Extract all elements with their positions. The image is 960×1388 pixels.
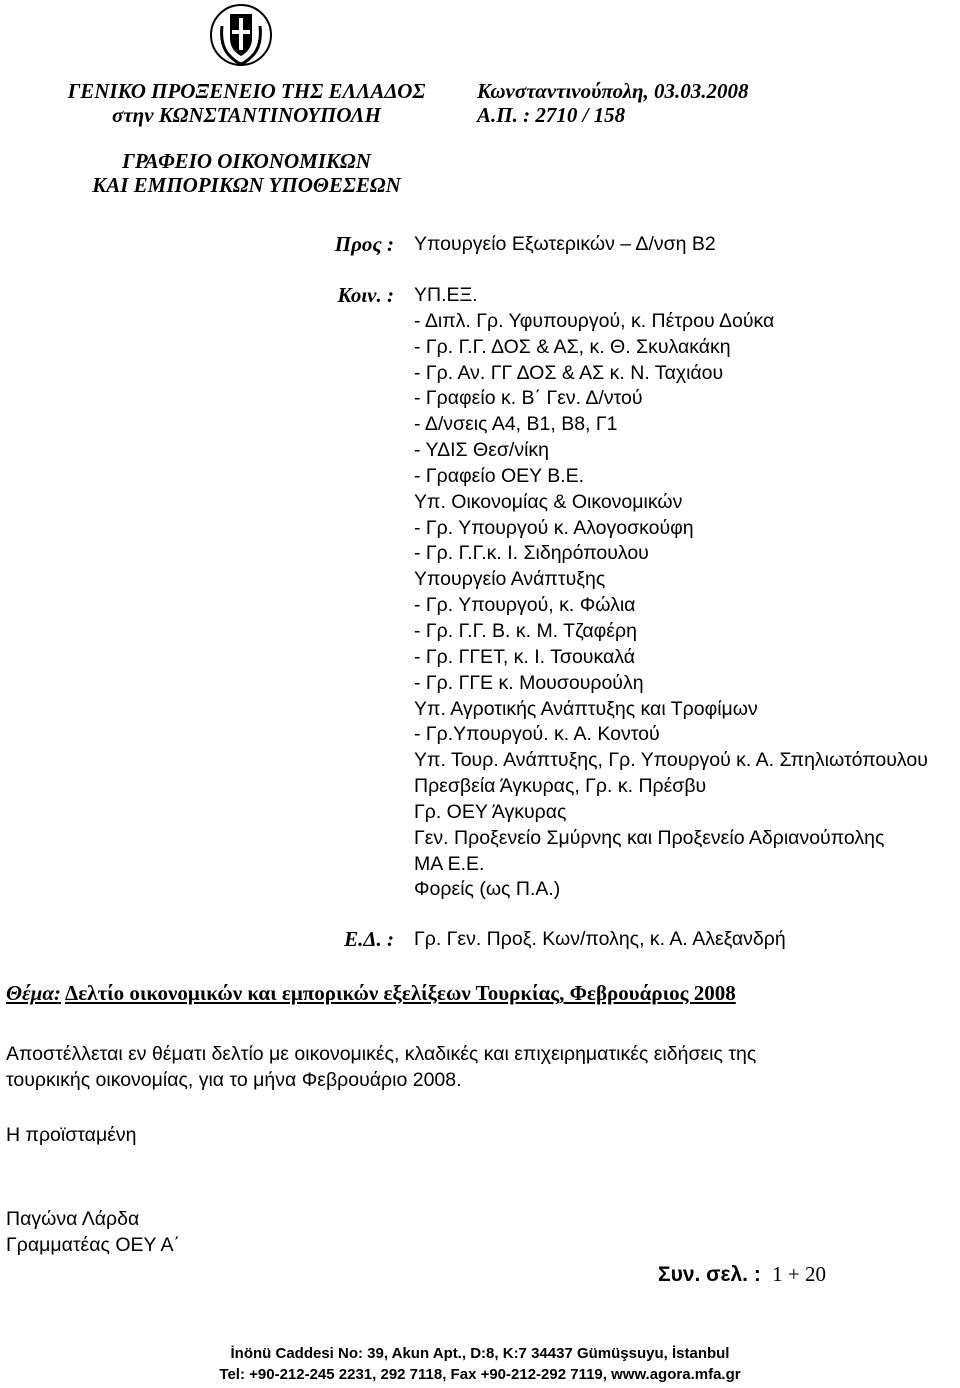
footer-contact: Tel: +90-212-245 2231, 292 7118, Fax +90-212-292 7119, www.agora.mfa.gr xyxy=(219,1366,741,1383)
cc-item: ΥΠ.ΕΞ. xyxy=(414,284,478,306)
cc-item: ΜΑ Ε.Ε. xyxy=(414,852,485,875)
office-name-line1: ΓΡΑΦΕΙΟ ΟΙΚΟΝΟΜΙΚΩΝ xyxy=(122,149,371,173)
subject-line xyxy=(6,981,736,1006)
cc-item: - Γρ.Υπουργού. κ. Α. Κοντού xyxy=(414,723,660,746)
body-line: Αποστέλλεται εν θέματι δελτίο με οικονομικές, κλαδικές και επιχειρηματικές ειδήσεις της xyxy=(6,1043,757,1065)
cc-item: - Γρ. Γ.Γ. Β. κ. Μ. Τζαφέρη xyxy=(414,619,637,642)
to-value: Υπουργείο Εξωτερικών – Δ/νση Β2 xyxy=(414,233,716,255)
cc-item: Υπουργείο Ανάπτυξης xyxy=(414,568,606,591)
protocol-number: Α.Π. : 2710 / 158 xyxy=(477,103,626,127)
cc-item: - Γρ. Υπουργού κ. Αλογοσκούφη xyxy=(414,516,694,539)
cc-item: - Γραφείο κ. Β΄ Γεν. Δ/ντού xyxy=(414,387,643,410)
cc-item: - Γρ. Υπουργού, κ. Φώλια xyxy=(414,594,636,617)
attachments-label: Συν. σελ. : xyxy=(658,1263,761,1286)
body-line: τουρκικής οικονομίας, για το μήνα Φεβρουάριο 2008. xyxy=(6,1069,462,1091)
attachments xyxy=(658,1262,826,1287)
cc-item: - Γρ. ΓΓΕ κ. Μουσουρούλη xyxy=(414,671,644,694)
cc-item: Γρ. ΟΕΥ Άγκυρας xyxy=(414,800,567,823)
subject-text: Δελτίο οικονομικών και εμπορικών εξελίξεων Τουρκίας, Φεβρουάριος 2008 xyxy=(65,981,736,1005)
ed-value: Γρ. Γεν. Προξ. Κων/πολης, κ. Α. Αλεξανδρή xyxy=(414,928,786,950)
cc-list xyxy=(414,283,928,903)
cc-item: - Γρ. Γ.Γ. ΔΟΣ & ΑΣ, κ. Θ. Σκυλακάκη xyxy=(414,335,731,358)
cc-item: Υπ. Αγροτικής Ανάπτυξης και Τροφίμων xyxy=(414,697,758,720)
ed-label: Ε.Δ. : xyxy=(344,927,394,951)
office-name-line2: ΚΑΙ ΕΜΠΟΡΙΚΩΝ ΥΠΟΘΕΣΕΩΝ xyxy=(92,173,401,197)
cc-item: - Δ/νσεις Α4, Β1, Β8, Γ1 xyxy=(414,413,618,436)
cc-label: Κοιν. : xyxy=(337,283,394,307)
signature-name: Παγώνα Λάρδα xyxy=(6,1208,140,1230)
cc-item: - Γρ. Γ.Γ.κ. Ι. Σιδηρόπουλου xyxy=(414,542,649,565)
cc-item: Γεν. Προξενείο Σμύρνης και Προξενείο Αδριανούπολης xyxy=(414,826,885,849)
cc-item: Πρεσβεία Άγκυρας, Γρ. κ. Πρέσβυ xyxy=(414,775,707,798)
to-label: Προς : xyxy=(334,232,394,256)
footer-address: İnönü Caddesi No: 39, Akun Apt., D:8, K:7 34437 Gümüşsuyu, İstanbul xyxy=(230,1345,730,1362)
consulate-name: ΓΕΝΙΚΟ ΠΡΟΞΕΝΕΙΟ ΤΗΣ ΕΛΛΑΔΟΣ xyxy=(67,79,426,103)
signature-title: Γραμματέας ΟΕΥ Α΄ xyxy=(6,1234,181,1256)
cc-item: - Διπλ. Γρ. Υφυπουργού, κ. Πέτρου Δούκα xyxy=(414,309,775,332)
signature-role: Η προϊσταμένη xyxy=(6,1124,137,1146)
subject-label: Θέμα: xyxy=(6,981,61,1005)
cc-item: Υπ. Τουρ. Ανάπτυξης, Γρ. Υπουργού κ. Α. Σπηλιωτόπουλου xyxy=(414,749,928,772)
cc-item: - ΥΔΙΣ Θεσ/νίκη xyxy=(414,439,550,462)
consulate-city: στην ΚΩΝΣΤΑΝΤΙΝΟΥΠΟΛΗ xyxy=(112,103,381,127)
cc-item: - Γρ. ΓΓΕΤ, κ. Ι. Τσουκαλά xyxy=(414,645,635,668)
cc-item: - Γρ. Αν. ΓΓ ΔΟΣ & ΑΣ κ. Ν. Ταχιάου xyxy=(414,361,724,384)
place-date: Κωνσταντινούπολη, 03.03.2008 xyxy=(477,79,749,103)
body-paragraph xyxy=(6,1041,756,1093)
cc-item: - Γραφείο ΟΕΥ Β.Ε. xyxy=(414,464,585,487)
cc-item: Υπ. Οικονομίας & Οικονομικών xyxy=(414,490,683,513)
attachments-value: 1 + 20 xyxy=(772,1262,826,1286)
cc-item: Φορείς (ως Π.Α.) xyxy=(414,878,561,901)
greek-coat-of-arms-icon xyxy=(210,4,272,66)
